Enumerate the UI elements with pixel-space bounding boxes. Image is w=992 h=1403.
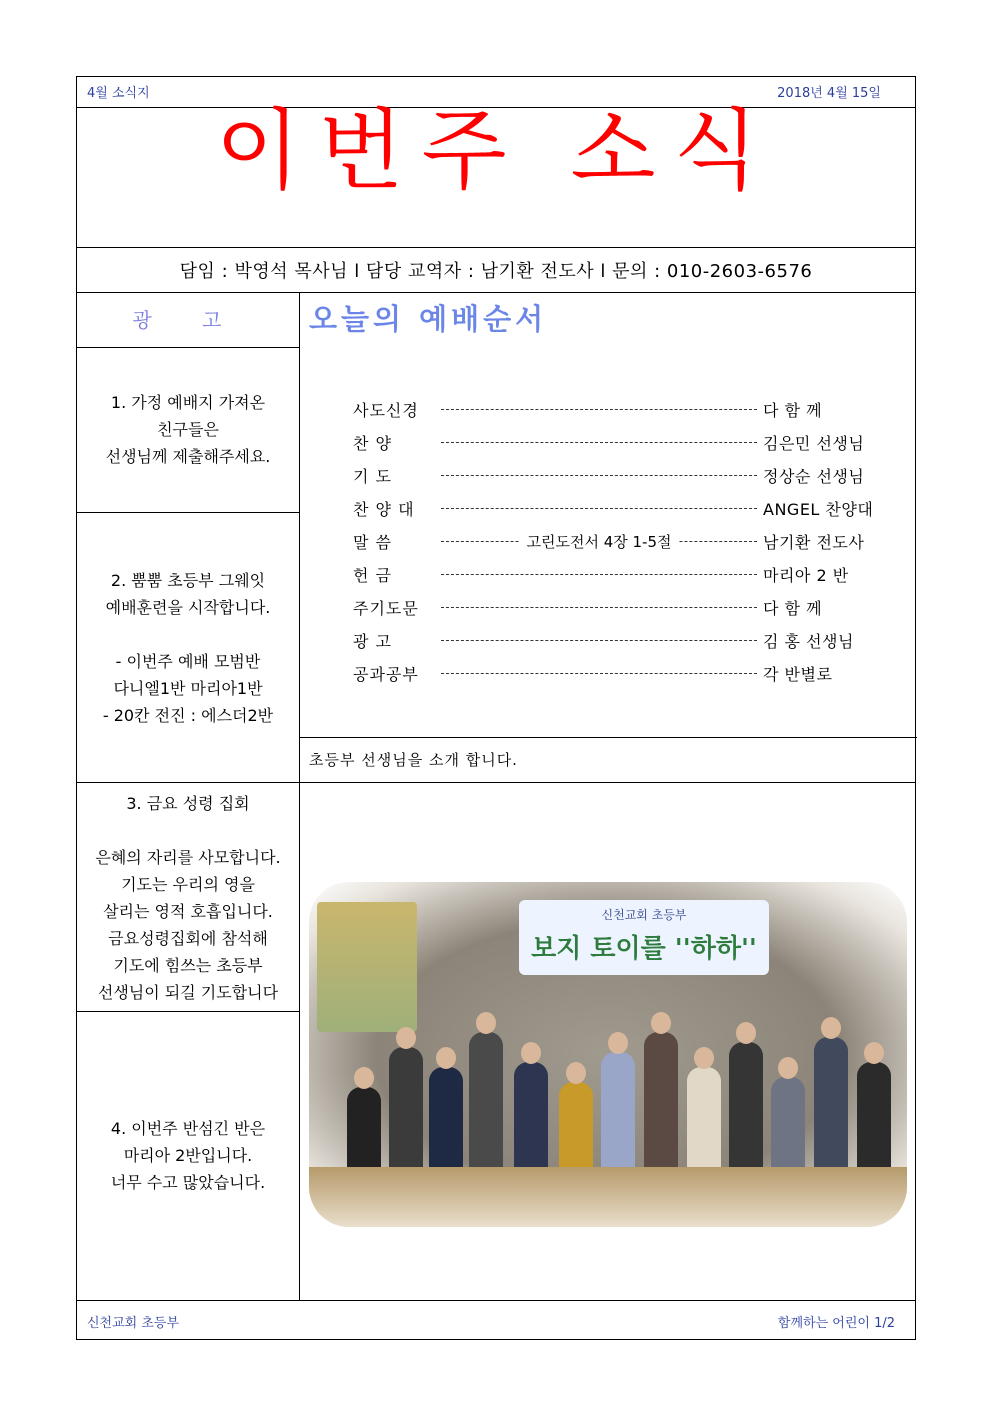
banner-slogan: 보지 토이를 ''하하'' [531, 934, 757, 964]
dash-leader [441, 508, 757, 509]
order-row [353, 459, 883, 491]
order-item: 광 고 [353, 631, 392, 651]
order-row [353, 492, 883, 524]
dash-leader [441, 673, 757, 674]
group-photo [309, 882, 907, 1227]
order-row [353, 591, 883, 623]
order-item: 찬 양 [353, 433, 392, 453]
order-row [353, 624, 883, 656]
dash-leader [441, 532, 757, 551]
order-person: 김은민 선생님 [763, 433, 865, 453]
divider [77, 1011, 299, 1012]
ad-line-blank [77, 817, 299, 844]
divider [299, 737, 917, 738]
contact-line: 담임 : 박영석 목사님 l 담당 교역자 : 남기환 전도사 l 문의 : 010-2603-6576 [179, 261, 813, 282]
order-title: 오늘의 예배순서 [309, 302, 548, 336]
order-person: 각 반별로 [763, 664, 833, 684]
divider [77, 782, 915, 783]
order-item: 주기도문 [353, 598, 419, 618]
dash-leader [441, 409, 757, 410]
ad-line: 기도는 우리의 영을 [121, 875, 255, 894]
divider [77, 512, 299, 513]
ad-line: 다니엘1반 마리아1반 [113, 679, 263, 698]
order-row [353, 426, 883, 458]
page-title: 이번주 소식 [215, 99, 777, 202]
ad-line: 3. 금요 성령 집회 [126, 794, 250, 813]
ads-heading: 광 고 [132, 308, 244, 332]
wall-mural [317, 902, 417, 1032]
ad-line: 마리아 2반입니다. [123, 1146, 253, 1165]
ad-line: 1. 가정 예배지 가져온 [110, 393, 266, 412]
ad-line: - 이번주 예배 모범반 [115, 652, 261, 671]
photo-banner [519, 900, 769, 975]
divider [77, 1300, 915, 1301]
dash-leader [441, 640, 757, 641]
newsletter-page [76, 76, 916, 1340]
order-row [353, 393, 883, 425]
order-item: 말 씀 [353, 532, 392, 552]
footer-page: 함께하는 어린이 1/2 [777, 1316, 895, 1331]
ad-line-blank [77, 621, 299, 648]
order-item: 헌 금 [353, 565, 392, 585]
ad-line: 선생님이 되길 기도합니다 [97, 983, 279, 1002]
issue-label: 4월 소식지 [87, 86, 150, 101]
order-item: 사도신경 [353, 400, 419, 420]
order-person: 정상순 선생님 [763, 466, 865, 486]
column-divider [299, 292, 300, 1300]
dash-leader [441, 475, 757, 476]
order-person: 남기환 전도사 [763, 532, 865, 552]
divider [77, 347, 299, 348]
order-person: 마리아 2 반 [763, 565, 849, 585]
divider [77, 247, 915, 248]
divider [77, 292, 915, 293]
order-item: 찬 양 대 [353, 499, 415, 519]
ad-line: 살리는 영적 호흡입니다. [103, 902, 273, 921]
ad-item-2 [77, 567, 299, 729]
banner-caption: 신천교회 초등부 [601, 908, 687, 922]
ad-line: 2. 뿜뿜 초등부 그웨잇 [110, 571, 266, 590]
ad-line: - 20칸 전진 : 에스더2반 [102, 706, 274, 725]
footer-church: 신천교회 초등부 [87, 1316, 180, 1331]
ad-line: 너무 수고 많았습니다. [110, 1173, 266, 1192]
dash-leader [441, 442, 757, 443]
order-item: 공과공부 [353, 664, 419, 684]
intro-text: 초등부 선생님을 소개 합니다. [309, 751, 518, 769]
dash-leader [441, 607, 757, 608]
ad-line: 4. 이번주 반섬긴 반은 [110, 1119, 266, 1138]
order-row [353, 657, 883, 689]
ad-item-1 [77, 389, 299, 470]
order-row [353, 525, 883, 557]
ad-line: 친구들은 [157, 420, 219, 439]
order-person: 김 홍 선생님 [763, 631, 854, 651]
ad-item-4 [77, 1115, 299, 1196]
issue-date: 2018년 4월 15일 [777, 86, 881, 101]
scripture-reference: 고린도전서 4장 1-5절 [518, 531, 679, 552]
ad-line: 예배훈련을 시작합니다. [105, 598, 271, 617]
order-item: 기 도 [353, 466, 392, 486]
ad-item-3 [77, 790, 299, 1006]
order-row [353, 558, 883, 590]
order-person: ANGEL 찬양대 [763, 499, 874, 519]
order-person: 다 함 께 [763, 400, 823, 420]
ad-line: 금요성령집회에 참석해 [108, 929, 268, 948]
order-person: 다 함 께 [763, 598, 823, 618]
ad-line: 은혜의 자리를 사모합니다. [95, 848, 281, 867]
ad-line: 기도에 힘쓰는 초등부 [113, 956, 263, 975]
floor [309, 1167, 907, 1227]
dash-leader [441, 574, 757, 575]
ad-line: 선생님께 제출해주세요. [105, 447, 271, 466]
